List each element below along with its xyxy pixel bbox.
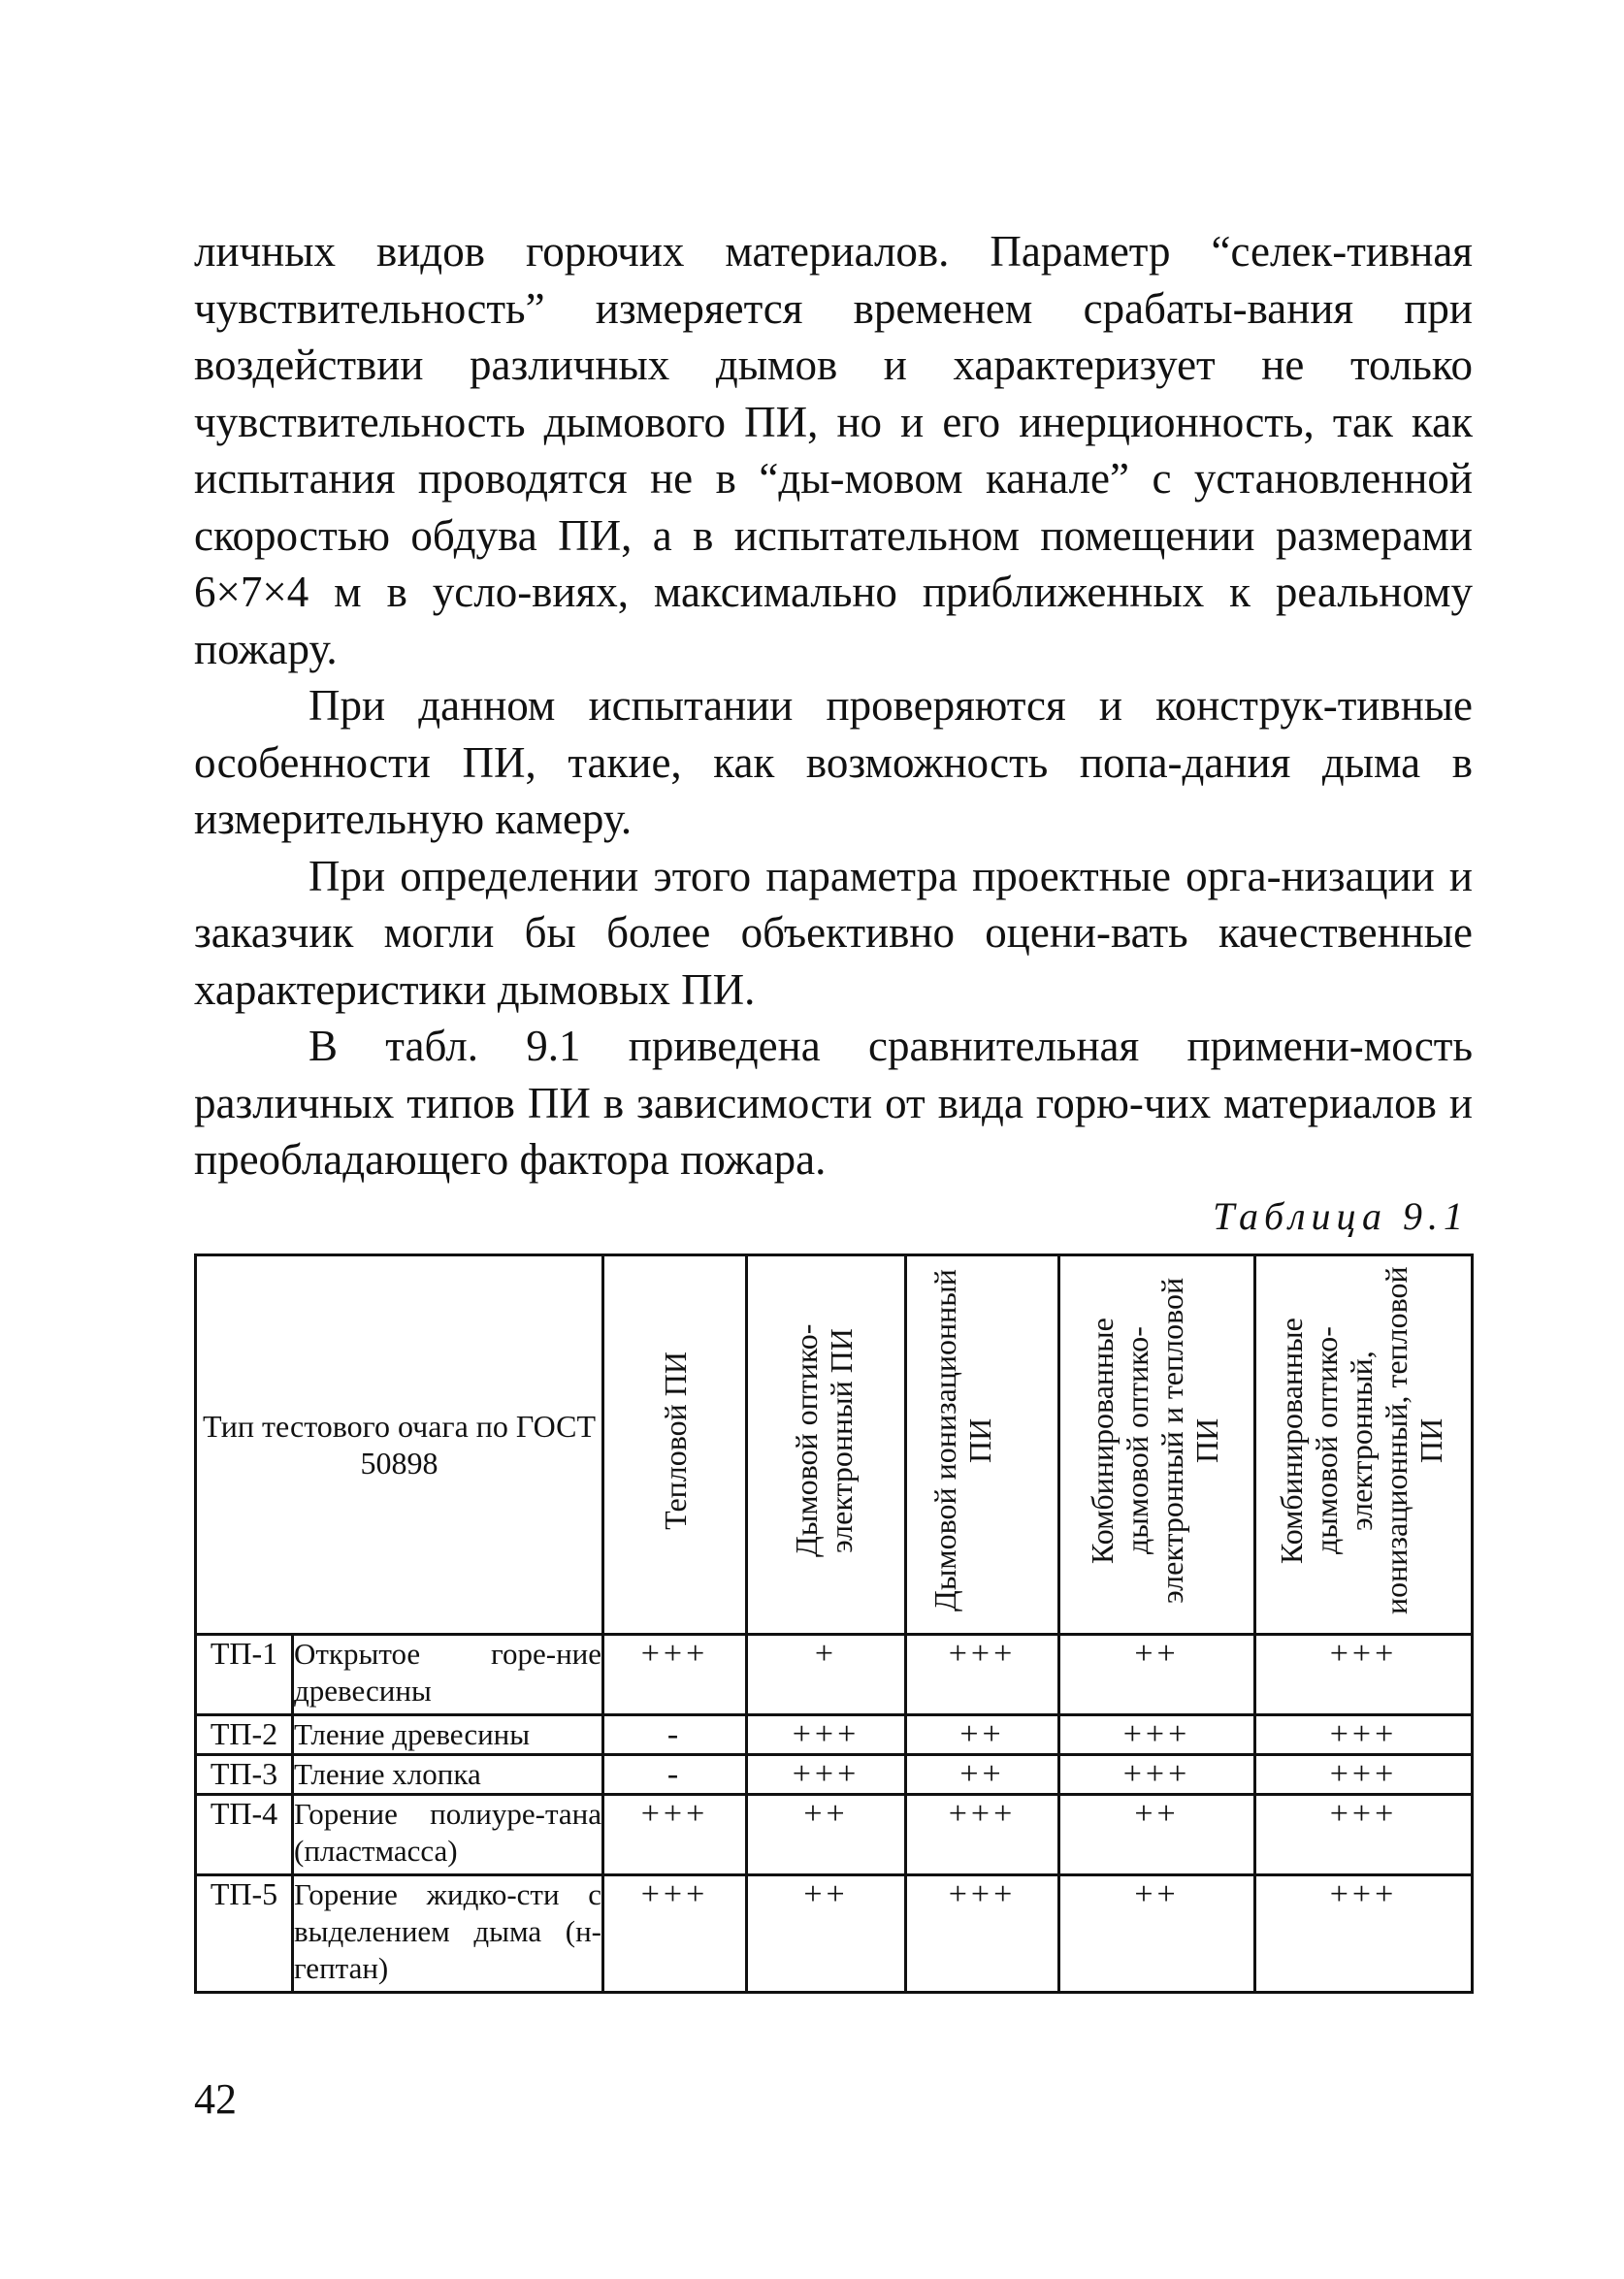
- table-caption: Таблица 9.1: [1213, 1194, 1469, 1238]
- row-4-val-3: +++: [906, 1795, 1059, 1875]
- page-number: 42: [194, 2075, 237, 2123]
- row-1-code: ТП-1: [196, 1635, 293, 1715]
- row-1-val-2: +: [747, 1635, 906, 1715]
- row-2-val-5: +++: [1255, 1715, 1473, 1755]
- table-header-row: [196, 1255, 1473, 1635]
- header-col-4-label: Комбинированные дымовой оптико-электронный и тепловой ПИ: [1084, 1277, 1224, 1605]
- row-3-code: ТП-3: [196, 1755, 293, 1795]
- row-4-val-1: +++: [603, 1795, 747, 1875]
- row-2-name: Тление древесины: [293, 1715, 603, 1755]
- row-4-name: Горение полиуре-тана (пластмасса): [293, 1795, 603, 1875]
- row-1-val-4: ++: [1059, 1635, 1255, 1715]
- row-3-val-1: -: [603, 1755, 747, 1795]
- header-col-2: [747, 1255, 906, 1635]
- row-4-code: ТП-4: [196, 1795, 293, 1875]
- header-col-5: [1255, 1255, 1473, 1635]
- header-col-3: [906, 1255, 1059, 1635]
- row-5-val-5: +++: [1255, 1875, 1473, 1993]
- header-col-5-label: Комбинированные дымовой оптико-электронный, ионизационный, тепловой ПИ: [1273, 1266, 1448, 1615]
- row-2-val-2: +++: [747, 1715, 906, 1755]
- row-1-name: Открытое горе-ние древесины: [293, 1635, 603, 1715]
- table-row: [196, 1635, 1473, 1715]
- table-row: [196, 1795, 1473, 1875]
- table-row: [196, 1875, 1473, 1993]
- header-col-1-label: Тепловой ПИ: [657, 1351, 693, 1530]
- row-5-val-2: ++: [747, 1875, 906, 1993]
- row-2-val-3: ++: [906, 1715, 1059, 1755]
- row-4-val-2: ++: [747, 1795, 906, 1875]
- header-col-4: [1059, 1255, 1255, 1635]
- row-5-val-3: +++: [906, 1875, 1059, 1993]
- row-5-val-4: ++: [1059, 1875, 1255, 1993]
- paragraph-4: В табл. 9.1 приведена сравнительная примени-мость различных типов ПИ в зависимости от вида горю-чих материалов и преобладающего фактора пожара.: [194, 1022, 1473, 1184]
- row-4-val-4: ++: [1059, 1795, 1255, 1875]
- header-col-1: [603, 1255, 747, 1635]
- row-3-val-3: ++: [906, 1755, 1059, 1795]
- row-3-val-5: +++: [1255, 1755, 1473, 1795]
- row-5-val-1: +++: [603, 1875, 747, 1993]
- row-5-code: ТП-5: [196, 1875, 293, 1993]
- row-1-val-3: +++: [906, 1635, 1059, 1715]
- header-test-fire-type: Тип тестового очага по ГОСТ 50898: [196, 1255, 603, 1635]
- row-2-code: ТП-2: [196, 1715, 293, 1755]
- row-5-name: Горение жидко-сти с выделением дыма (н-гептан): [293, 1875, 603, 1993]
- row-3-val-2: +++: [747, 1755, 906, 1795]
- paragraph-3: При определении этого параметра проектные орга-низации и заказчик могли бы более объективно оцени-вать качественные характеристики дымовых ПИ.: [194, 851, 1473, 1014]
- body-text: [194, 223, 1473, 1188]
- comparison-table: [194, 1253, 1474, 1994]
- header-col-2-label: Дымовой оптико-электронный ПИ: [788, 1323, 859, 1558]
- paragraph-1: личных видов горючих материалов. Параметр “селек-тивная чувствительность” измеряется временем срабаты-вания при воздействии различных дымов и характеризует не только чувствительность дымового ПИ, но и его инерционность, так как испытания проводятся не в “ды-мовом канале” с установленной скоростью обдува ПИ, а в испытательном помещении размерами 6×7×4 м в усло-виях, максимально приближенных к реальному пожару.: [194, 227, 1473, 673]
- table-row: [196, 1755, 1473, 1795]
- table-row: [196, 1715, 1473, 1755]
- row-3-name: Тление хлопка: [293, 1755, 603, 1795]
- paragraph-2: При данном испытании проверяются и конструк-тивные особенности ПИ, такие, как возможность попа-дания дыма в измерительную камеру.: [194, 681, 1473, 843]
- row-2-val-1: -: [603, 1715, 747, 1755]
- row-4-val-5: +++: [1255, 1795, 1473, 1875]
- row-2-val-4: +++: [1059, 1715, 1255, 1755]
- row-3-val-4: +++: [1059, 1755, 1255, 1795]
- header-col-3-label: Дымовой ионизационный ПИ: [926, 1269, 997, 1612]
- row-1-val-1: +++: [603, 1635, 747, 1715]
- row-1-val-5: +++: [1255, 1635, 1473, 1715]
